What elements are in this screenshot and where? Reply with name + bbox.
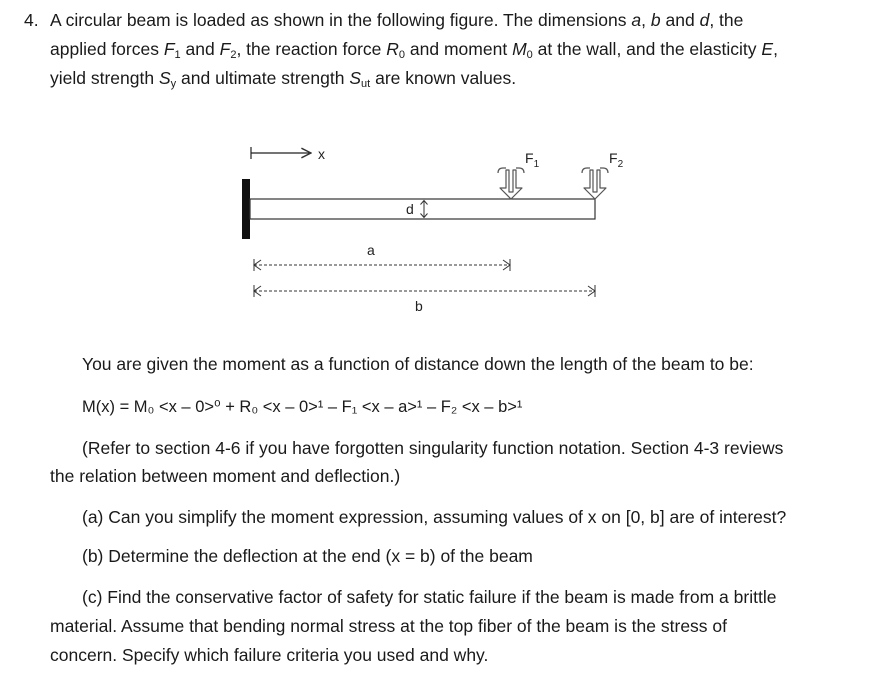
force-f1-arrow <box>498 168 524 199</box>
force-f2-arrow <box>582 168 608 199</box>
refer-line-1: (Refer to section 4-6 if you have forgotten singularity function notation. Section 4-3 reviews <box>82 438 784 458</box>
dimension-a <box>254 242 510 271</box>
moment-given-text: You are given the moment as a function of distance down the length of the beam to be: <box>82 354 754 374</box>
intro-line-1: A circular beam is loaded as shown in the following figure. The dimensions a, b and d, the <box>50 10 744 30</box>
part-a: (a) Can you simplify the moment expression, assuming values of x on [0, b] are of interest? <box>82 507 787 527</box>
part-c-line-1: (c) Find the conservative factor of safety for static failure if the beam is made from a brittle <box>82 587 777 607</box>
x-axis-indicator <box>251 146 325 162</box>
d-label: d <box>406 201 414 217</box>
part-b: (b) Determine the deflection at the end (x = b) of the beam <box>82 546 533 566</box>
wall <box>242 179 250 239</box>
x-axis-label: x <box>318 146 325 162</box>
a-label: a <box>367 242 375 258</box>
refer-line-2: the relation between moment and deflection.) <box>50 466 401 486</box>
b-label: b <box>415 298 423 314</box>
intro-line-2: applied forces $F_1$ and $F_2$, the reaction force $R_0$ and moment $M_0$ at the wall, and the elasticity E, <box>50 39 778 61</box>
moment-equation: M(x) = M₀ <x – 0>⁰ + R₀ <x – 0>¹ – F₁ <x – a>¹ – F₂ <x – b>¹ <box>82 398 523 416</box>
f1-label: $F_1$ <box>525 150 540 170</box>
f2-label: $F_2$ <box>609 150 624 170</box>
intro-line-3: yield strength $S_y$ and ultimate strength $S_{ut}$ are known values. <box>50 68 517 90</box>
problem-number: 4. <box>24 10 39 30</box>
part-c-line-2: material. Assume that bending normal stress at the top fiber of the beam is the stress of <box>50 616 728 636</box>
dimension-b <box>254 285 595 314</box>
part-c-line-3: concern. Specify which failure criteria you used and why. <box>50 645 489 665</box>
